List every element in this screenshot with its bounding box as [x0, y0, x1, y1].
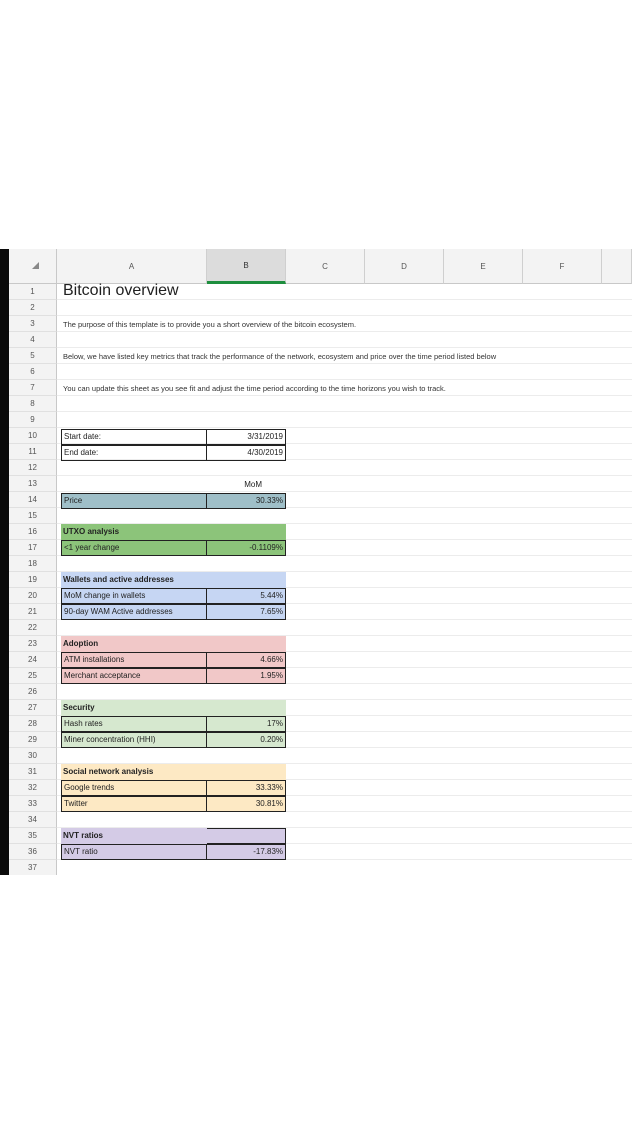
- row-header-26[interactable]: 26: [9, 684, 57, 700]
- metric-label[interactable]: MoM change in wallets: [61, 588, 207, 604]
- row-header-21[interactable]: 21: [9, 604, 57, 620]
- metric-label[interactable]: Hash rates: [61, 716, 207, 732]
- row-header-6[interactable]: 6: [9, 364, 57, 380]
- row-header-5[interactable]: 5: [9, 348, 57, 364]
- column-header-g[interactable]: [602, 249, 632, 284]
- row-header-8[interactable]: 8: [9, 396, 57, 412]
- row-header-11[interactable]: 11: [9, 444, 57, 460]
- grid-line: [57, 427, 632, 428]
- row-header-14[interactable]: 14: [9, 492, 57, 508]
- intro-paragraph[interactable]: The purpose of this template is to provide you a short overview of the bitcoin ecosystem.: [63, 320, 357, 329]
- price-value[interactable]: 30.33%: [207, 493, 286, 509]
- row-header-24[interactable]: 24: [9, 652, 57, 668]
- spreadsheet: [0, 249, 632, 875]
- grid-line: [57, 411, 632, 412]
- row-header-16[interactable]: 16: [9, 524, 57, 540]
- row-header-31[interactable]: 31: [9, 764, 57, 780]
- column-header-f[interactable]: F: [523, 249, 602, 284]
- section-header[interactable]: Wallets and active addresses: [63, 575, 174, 584]
- nvt-header-box[interactable]: [207, 828, 286, 844]
- metric-value[interactable]: 4.66%: [207, 652, 286, 668]
- row-header-34[interactable]: 34: [9, 812, 57, 828]
- row-header-37[interactable]: 37: [9, 860, 57, 875]
- row-header-35[interactable]: 35: [9, 828, 57, 844]
- row-header-32[interactable]: 32: [9, 780, 57, 796]
- metric-label[interactable]: NVT ratio: [61, 844, 207, 860]
- grid-line: [57, 347, 632, 348]
- column-header-d[interactable]: D: [365, 249, 444, 284]
- section-header[interactable]: UTXO analysis: [63, 527, 120, 536]
- start-date-value[interactable]: 3/31/2019: [207, 429, 286, 445]
- row-header-3[interactable]: 3: [9, 316, 57, 332]
- section-header[interactable]: Security: [63, 703, 95, 712]
- section-header[interactable]: NVT ratios: [63, 831, 104, 840]
- row-header-1[interactable]: 1: [9, 284, 57, 300]
- row-header-10[interactable]: 10: [9, 428, 57, 444]
- row-header-23[interactable]: 23: [9, 636, 57, 652]
- column-header-c[interactable]: C: [286, 249, 365, 284]
- metric-value[interactable]: 33.33%: [207, 780, 286, 796]
- section-header[interactable]: Social network analysis: [63, 767, 154, 776]
- update-paragraph[interactable]: You can update this sheet as you see fit and adjust the time period according to the time horizons you wish to track.: [63, 384, 446, 393]
- select-all-triangle-icon: [32, 262, 39, 269]
- metric-label[interactable]: Twitter: [61, 796, 207, 812]
- metric-value[interactable]: -0.1109%: [207, 540, 286, 556]
- row-header-30[interactable]: 30: [9, 748, 57, 764]
- metric-label[interactable]: Merchant acceptance: [61, 668, 207, 684]
- row-header-17[interactable]: 17: [9, 540, 57, 556]
- metric-label[interactable]: <1 year change: [61, 540, 207, 556]
- row-header-15[interactable]: 15: [9, 508, 57, 524]
- metrics-paragraph[interactable]: Below, we have listed key metrics that track the performance of the network, ecosystem and price over the time period listed below: [63, 352, 497, 361]
- metric-value[interactable]: -17.83%: [207, 844, 286, 860]
- row-header-22[interactable]: 22: [9, 620, 57, 636]
- metric-label[interactable]: 90-day WAM Active addresses: [61, 604, 207, 620]
- row-header-4[interactable]: 4: [9, 332, 57, 348]
- column-header-e[interactable]: E: [444, 249, 523, 284]
- row-header-9[interactable]: 9: [9, 412, 57, 428]
- price-label[interactable]: Price: [61, 493, 207, 509]
- metric-label[interactable]: Google trends: [61, 780, 207, 796]
- row-header-29[interactable]: 29: [9, 732, 57, 748]
- column-header-b[interactable]: B: [207, 249, 286, 284]
- column-header-a[interactable]: A: [57, 249, 207, 284]
- row-header-7[interactable]: 7: [9, 380, 57, 396]
- metric-value[interactable]: 5.44%: [207, 588, 286, 604]
- metric-value[interactable]: 7.65%: [207, 604, 286, 620]
- metric-value[interactable]: 17%: [207, 716, 286, 732]
- grid-line: [57, 491, 632, 492]
- grid-line: [57, 379, 632, 380]
- row-header-18[interactable]: 18: [9, 556, 57, 572]
- sheet-title[interactable]: Bitcoin overview: [63, 282, 179, 299]
- grid-line: [57, 395, 632, 396]
- row-header-33[interactable]: 33: [9, 796, 57, 812]
- row-header-20[interactable]: 20: [9, 588, 57, 604]
- row-header-13[interactable]: 13: [9, 476, 57, 492]
- metric-value[interactable]: 1.95%: [207, 668, 286, 684]
- start-date-label[interactable]: Start date:: [61, 429, 207, 445]
- grid-line: [57, 475, 632, 476]
- metric-label[interactable]: Miner concentration (HHI): [61, 732, 207, 748]
- metric-value[interactable]: 0.20%: [207, 732, 286, 748]
- row-header-19[interactable]: 19: [9, 572, 57, 588]
- mom-column-label[interactable]: MoM: [244, 480, 262, 489]
- grid-line: [57, 331, 632, 332]
- left-edge-bar: [0, 249, 9, 875]
- metric-value[interactable]: 30.81%: [207, 796, 286, 812]
- end-date-value[interactable]: 4/30/2019: [207, 445, 286, 461]
- grid-line: [57, 363, 632, 364]
- row-header-12[interactable]: 12: [9, 460, 57, 476]
- row-header-27[interactable]: 27: [9, 700, 57, 716]
- select-all-corner[interactable]: [9, 249, 57, 284]
- section-header[interactable]: Adoption: [63, 639, 99, 648]
- metric-label[interactable]: ATM installations: [61, 652, 207, 668]
- row-header-28[interactable]: 28: [9, 716, 57, 732]
- grid-line: [57, 315, 632, 316]
- row-header-36[interactable]: 36: [9, 844, 57, 860]
- end-date-label[interactable]: End date:: [61, 445, 207, 461]
- row-header-25[interactable]: 25: [9, 668, 57, 684]
- row-header-2[interactable]: 2: [9, 300, 57, 316]
